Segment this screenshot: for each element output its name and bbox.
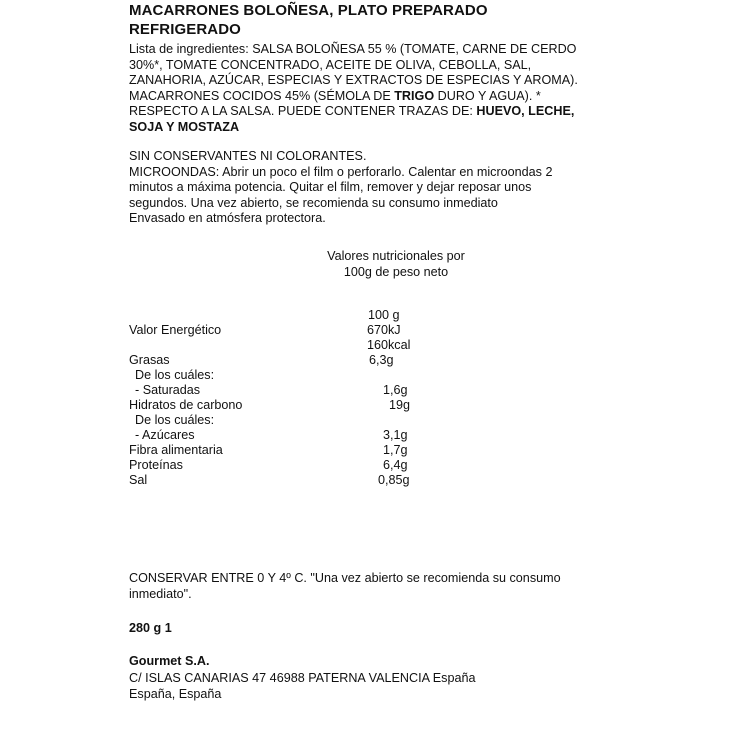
- storage-line-1: CONSERVAR ENTRE 0 Y 4º C. "Una vez abierto se recomienda su consumo: [129, 571, 561, 585]
- net-weight: [129, 621, 172, 637]
- nutrition-header-line-1: Valores nutricionales por: [327, 249, 465, 263]
- product-title-line-2: REFRIGERADO: [129, 21, 241, 38]
- storage-instructions: [129, 571, 561, 602]
- microwave-line-2: minutos a máxima potencia. Quitar el film, remover y dejar reposar unos: [129, 180, 532, 195]
- nutrition-value-fat: 6,3g: [369, 353, 394, 367]
- net-weight-value: 280 g 1: [129, 621, 172, 635]
- ingredients-line-3: ZANAHORIA, AZÚCAR, ESPECIAS Y EXTRACTOS DE ESPECIAS Y AROMA).: [129, 73, 578, 88]
- product-title-line-1: MACARRONES BOLOÑESA, PLATO PREPARADO: [129, 2, 488, 19]
- ingredients-line-2: 30%*, TOMATE CONCENTRADO, ACEITE DE OLIVA, CEBOLLA, SAL,: [129, 57, 532, 72]
- allergen-traces: HUEVO, LECHE,: [476, 104, 575, 119]
- nutrition-label-saturated: - Saturadas: [135, 383, 201, 397]
- allergen-traces-continued: SOJA Y MOSTAZA: [129, 119, 240, 134]
- ingredients-text: MACARRONES COCIDOS 45% (SÉMOLA DE: [129, 88, 395, 103]
- preparation-notes: [129, 149, 552, 227]
- company-info: [129, 653, 476, 703]
- nutrition-value-sugars: 3,1g: [383, 428, 408, 442]
- nutrition-label-protein: Proteínas: [129, 458, 183, 472]
- ingredients-line-5: [129, 104, 578, 120]
- nutrition-label-salt: Sal: [129, 473, 148, 487]
- nutrition-header: [306, 248, 486, 280]
- packaging-note: Envasado en atmósfera protectora.: [129, 211, 326, 226]
- nutrition-label-fiber: Fibra alimentaria: [129, 443, 223, 457]
- nutrition-value-energy-kj: 670kJ: [367, 323, 401, 337]
- ingredients-line-4: [129, 89, 578, 105]
- allergen-trigo: TRIGO: [394, 88, 435, 103]
- product-title: [129, 1, 488, 39]
- microwave-line-3: segundos. Una vez abierto, se recomienda su consumo inmediato: [129, 195, 498, 210]
- ingredients-text: DURO Y AGUA). *: [434, 88, 541, 103]
- nutrition-label-fat-of-which: De los cuáles:: [135, 368, 215, 382]
- nutrition-value-fiber: 1,7g: [383, 443, 408, 457]
- ingredients-text: RESPECTO A LA SALSA. PUEDE CONTENER TRAZAS DE:: [129, 104, 477, 119]
- nutrition-label-carbohydrates: Hidratos de carbono: [129, 398, 243, 412]
- storage-line-2: inmediato".: [129, 586, 192, 601]
- ingredients-line-1: Lista de ingredientes: SALSA BOLOÑESA 55 % (TOMATE, CARNE DE CERDO: [129, 42, 577, 56]
- nutrition-label-carbs-of-which: De los cuáles:: [135, 413, 215, 427]
- ingredients-list: [129, 42, 578, 136]
- nutrition-column-header: 100 g: [368, 308, 400, 322]
- nutrition-label-sugars: - Azúcares: [135, 428, 195, 442]
- microwave-line-1: MICROONDAS: Abrir un poco el film o perforarlo. Calentar en microondas 2: [129, 164, 553, 179]
- preservatives-note: SIN CONSERVANTES NI COLORANTES.: [129, 149, 367, 163]
- nutrition-label-fat: Grasas: [129, 353, 170, 367]
- nutrition-value-protein: 6,4g: [383, 458, 408, 472]
- company-address: C/ ISLAS CANARIAS 47 46988 PATERNA VALENCIA España: [129, 670, 476, 685]
- company-name: Gourmet S.A.: [129, 654, 210, 668]
- nutrition-label-energy: Valor Energético: [129, 323, 222, 337]
- nutrition-value-salt: 0,85g: [378, 473, 410, 487]
- nutrition-header-line-2: 100g de peso neto: [343, 265, 449, 279]
- nutrition-value-carbohydrates: 19g: [389, 398, 411, 412]
- nutrition-value-saturated: 1,6g: [383, 383, 408, 397]
- company-country: España, España: [129, 687, 222, 701]
- nutrition-value-energy-kcal: 160kcal: [367, 338, 411, 352]
